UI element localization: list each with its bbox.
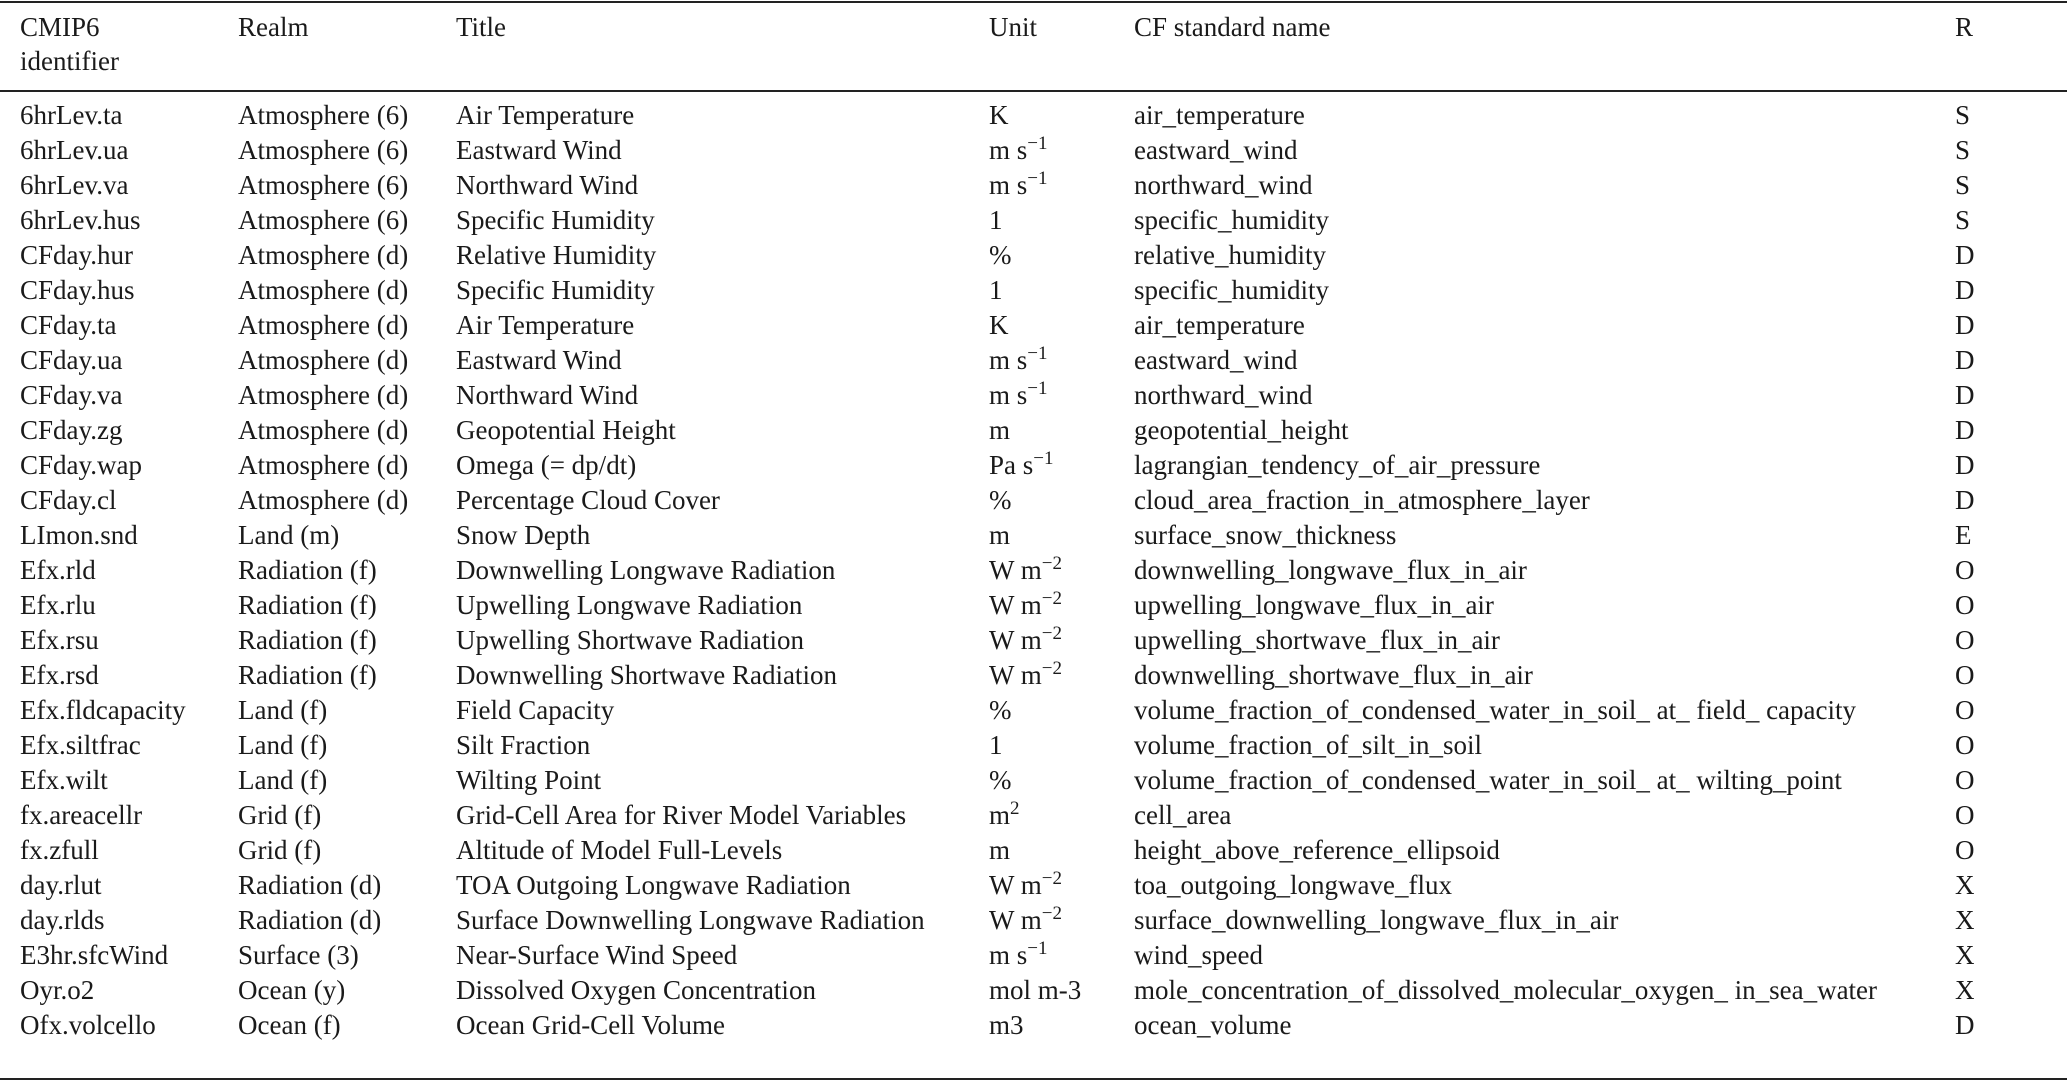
cell-title: Eastward Wind (456, 135, 622, 165)
cell-cf-standard-name: specific_humidity (1134, 205, 1329, 235)
cell-realm: Land (f) (238, 765, 328, 795)
header-r: R (1955, 12, 1974, 42)
cell-title: Wilting Point (456, 765, 602, 795)
header-unit: Unit (989, 12, 1038, 42)
cell-title: Downwelling Shortwave Radiation (456, 660, 837, 690)
cell-identifier: 6hrLev.hus (20, 205, 141, 235)
cell-unit (989, 273, 1134, 308)
cell-identifier: CFday.ta (20, 310, 117, 340)
cell-r: O (1955, 730, 1975, 760)
cell-r: D (1955, 450, 1975, 480)
cell-realm: Radiation (f) (238, 625, 377, 655)
table-row (0, 938, 2067, 973)
cell-r: O (1955, 835, 1975, 865)
cell-title: Field Capacity (456, 695, 615, 725)
table-row (0, 973, 2067, 1008)
table-row (0, 378, 2067, 413)
cell-r: X (1955, 975, 1975, 1005)
cell-identifier: fx.areacellr (20, 800, 143, 830)
cell-identifier: Efx.rlu (20, 590, 96, 620)
unit-exponent: −1 (1027, 938, 1048, 959)
cell-cf-standard-name: relative_humidity (1134, 240, 1326, 270)
unit-base: m s (989, 170, 1028, 200)
cell-title: Altitude of Model Full-Levels (456, 835, 783, 865)
cell-cf-standard-name: eastward_wind (1134, 135, 1298, 165)
unit-base: W m (989, 905, 1042, 935)
cell-title: Relative Humidity (456, 240, 657, 270)
cell-realm: Atmosphere (6) (238, 205, 409, 235)
cell-title: Downwelling Longwave Radiation (456, 555, 836, 585)
cell-cf-standard-name: toa_outgoing_longwave_flux (1134, 870, 1452, 900)
cell-r: E (1955, 520, 1972, 550)
cell-unit (989, 448, 1134, 483)
unit-base: W m (989, 625, 1042, 655)
cell-unit (989, 518, 1134, 553)
unit-base: 1 (989, 205, 1003, 235)
cell-identifier: CFday.ua (20, 345, 123, 375)
unit-base: m s (989, 380, 1028, 410)
cell-title: Northward Wind (456, 170, 639, 200)
unit-exponent: −1 (1027, 168, 1048, 189)
cell-r: O (1955, 695, 1975, 725)
cell-unit (989, 203, 1134, 238)
unit-exponent: −2 (1041, 903, 1062, 924)
cell-cf-standard-name: air_temperature (1134, 310, 1305, 340)
cell-cf-standard-name: upwelling_shortwave_flux_in_air (1134, 625, 1500, 655)
table-row (0, 273, 2067, 308)
cell-title: Air Temperature (456, 310, 635, 340)
cell-unit (989, 483, 1134, 518)
unit-base: m3 (989, 1010, 1024, 1040)
cell-title: Silt Fraction (456, 730, 591, 760)
cell-r: O (1955, 555, 1975, 585)
cell-cf-standard-name: height_above_reference_ellipsoid (1134, 835, 1500, 865)
unit-base: m s (989, 940, 1028, 970)
cell-r: O (1955, 800, 1975, 830)
cell-realm: Atmosphere (d) (238, 380, 409, 410)
table-row (0, 448, 2067, 483)
unit-base: m (989, 800, 1011, 830)
cell-title: Specific Humidity (456, 205, 655, 235)
cell-r: D (1955, 415, 1975, 445)
unit-exponent: −2 (1041, 868, 1062, 889)
cell-cf-standard-name: eastward_wind (1134, 345, 1298, 375)
table-row (0, 833, 2067, 868)
unit-base: mol m-3 (989, 975, 1082, 1005)
unit-base: 1 (989, 730, 1003, 760)
cell-cf-standard-name: volume_fraction_of_condensed_water_in_soil_ at_ wilting_point (1134, 765, 1842, 795)
cell-cf-standard-name: volume_fraction_of_silt_in_soil (1134, 730, 1482, 760)
table-row (0, 728, 2067, 763)
cell-title: Dissolved Oxygen Concentration (456, 975, 816, 1005)
cell-r: S (1955, 135, 1971, 165)
header-identifier-line1: CMIP6 (20, 12, 100, 42)
cell-identifier: E3hr.sfcWind (20, 940, 169, 970)
header-cf-standard-name: CF standard name (1134, 12, 1331, 42)
table-row (0, 168, 2067, 203)
cell-r: S (1955, 170, 1971, 200)
cell-realm: Atmosphere (d) (238, 450, 409, 480)
unit-base: m s (989, 135, 1028, 165)
cell-unit (989, 308, 1134, 343)
table-row (0, 868, 2067, 903)
unit-exponent: −1 (1027, 343, 1048, 364)
table-row (0, 588, 2067, 623)
cell-realm: Ocean (f) (238, 1010, 341, 1040)
unit-base: 1 (989, 275, 1003, 305)
cell-cf-standard-name: wind_speed (1134, 940, 1263, 970)
cell-r: O (1955, 625, 1975, 655)
cell-identifier: Efx.siltfrac (20, 730, 141, 760)
cell-cf-standard-name: surface_downwelling_longwave_flux_in_air (1134, 905, 1619, 935)
unit-base: K (989, 100, 1009, 130)
cell-title: Ocean Grid-Cell Volume (456, 1010, 725, 1040)
unit-base: W m (989, 660, 1042, 690)
unit-exponent: −1 (1027, 378, 1048, 399)
cell-title: Snow Depth (456, 520, 591, 550)
cell-title: TOA Outgoing Longwave Radiation (456, 870, 851, 900)
cell-realm: Radiation (d) (238, 870, 382, 900)
cell-realm: Atmosphere (d) (238, 415, 409, 445)
table-row (0, 1008, 2067, 1043)
cell-unit (989, 623, 1134, 658)
cell-cf-standard-name: downwelling_longwave_flux_in_air (1134, 555, 1527, 585)
cell-realm: Land (m) (238, 520, 340, 550)
cell-realm: Land (f) (238, 695, 328, 725)
unit-base: W m (989, 870, 1042, 900)
unit-exponent: −1 (1027, 133, 1048, 154)
cell-realm: Atmosphere (d) (238, 310, 409, 340)
unit-base: m s (989, 345, 1028, 375)
cell-unit (989, 343, 1134, 378)
cell-realm: Atmosphere (d) (238, 240, 409, 270)
cell-realm: Grid (f) (238, 835, 322, 865)
unit-base: K (989, 310, 1009, 340)
cell-identifier: Oyr.o2 (20, 975, 95, 1005)
cell-title: Geopotential Height (456, 415, 676, 445)
cell-cf-standard-name: air_temperature (1134, 100, 1305, 130)
cell-identifier: LImon.snd (20, 520, 138, 550)
cell-realm: Atmosphere (6) (238, 100, 409, 130)
unit-base: W m (989, 555, 1042, 585)
cell-cf-standard-name: downwelling_shortwave_flux_in_air (1134, 660, 1533, 690)
table-row (0, 133, 2067, 168)
cell-unit (989, 903, 1134, 938)
cell-unit (989, 133, 1134, 168)
cell-identifier: day.rlut (20, 870, 102, 900)
cell-cf-standard-name: mole_concentration_of_dissolved_molecular_oxygen_ in_sea_water (1134, 975, 1878, 1005)
cell-cf-standard-name: geopotential_height (1134, 415, 1349, 445)
cell-identifier: 6hrLev.ta (20, 100, 123, 130)
cell-identifier: Efx.rsd (20, 660, 99, 690)
cell-cf-standard-name: northward_wind (1134, 170, 1313, 200)
table-row (0, 238, 2067, 273)
cell-realm: Atmosphere (6) (238, 135, 409, 165)
cell-unit (989, 413, 1134, 448)
cell-r: O (1955, 765, 1975, 795)
table-row (0, 693, 2067, 728)
cell-identifier: day.rlds (20, 905, 105, 935)
cell-unit (989, 553, 1134, 588)
cell-unit (989, 98, 1134, 133)
cell-cf-standard-name: cell_area (1134, 800, 1232, 830)
cell-identifier: CFday.zg (20, 415, 123, 445)
table-row (0, 98, 2067, 133)
cell-unit (989, 973, 1134, 1008)
cell-title: Upwelling Shortwave Radiation (456, 625, 804, 655)
table-body (0, 98, 2067, 1043)
table-row (0, 798, 2067, 833)
cell-r: D (1955, 240, 1975, 270)
cell-unit (989, 168, 1134, 203)
unit-base: Pa s (989, 450, 1034, 480)
cell-realm: Ocean (y) (238, 975, 346, 1005)
header-separator-rule (0, 90, 2067, 92)
cell-unit (989, 588, 1134, 623)
cell-r: D (1955, 380, 1975, 410)
cell-realm: Atmosphere (d) (238, 485, 409, 515)
header-realm: Realm (238, 12, 309, 42)
table-top-rule (0, 1, 2067, 3)
cell-unit (989, 378, 1134, 413)
cell-title: Air Temperature (456, 100, 635, 130)
cell-r: X (1955, 940, 1975, 970)
cell-title: Upwelling Longwave Radiation (456, 590, 803, 620)
cell-unit (989, 833, 1134, 868)
unit-exponent: −2 (1041, 623, 1062, 644)
cell-cf-standard-name: ocean_volume (1134, 1010, 1292, 1040)
cell-identifier: Efx.rld (20, 555, 96, 585)
unit-base: m (989, 415, 1011, 445)
cell-r: X (1955, 870, 1975, 900)
unit-base: m (989, 835, 1011, 865)
unit-base: m (989, 520, 1011, 550)
cell-r: O (1955, 590, 1975, 620)
cell-r: D (1955, 345, 1975, 375)
unit-base: % (989, 765, 1012, 795)
cell-cf-standard-name: specific_humidity (1134, 275, 1329, 305)
cell-r: X (1955, 905, 1975, 935)
cell-identifier: Efx.rsu (20, 625, 99, 655)
cell-title: Surface Downwelling Longwave Radiation (456, 905, 925, 935)
cell-title: Percentage Cloud Cover (456, 485, 720, 515)
cell-title: Specific Humidity (456, 275, 655, 305)
unit-exponent: −2 (1041, 588, 1062, 609)
cell-title: Near-Surface Wind Speed (456, 940, 738, 970)
cell-r: S (1955, 205, 1971, 235)
table-row (0, 623, 2067, 658)
cell-unit (989, 693, 1134, 728)
cell-unit (989, 938, 1134, 973)
cell-identifier: Ofx.volcello (20, 1010, 156, 1040)
cell-cf-standard-name: lagrangian_tendency_of_air_pressure (1134, 450, 1541, 480)
cell-unit (989, 1008, 1134, 1043)
cell-title: Grid-Cell Area for River Model Variables (456, 800, 907, 830)
cell-r: D (1955, 275, 1975, 305)
cell-unit (989, 868, 1134, 903)
unit-exponent: −2 (1041, 553, 1062, 574)
cell-title: Northward Wind (456, 380, 639, 410)
unit-base: % (989, 485, 1012, 515)
table-row (0, 903, 2067, 938)
cell-r: D (1955, 485, 1975, 515)
cell-unit (989, 658, 1134, 693)
cell-identifier: Efx.wilt (20, 765, 108, 795)
cell-realm: Radiation (f) (238, 555, 377, 585)
cell-r: D (1955, 310, 1975, 340)
header-title: Title (456, 12, 507, 42)
table-row (0, 343, 2067, 378)
table-bottom-rule (0, 1078, 2067, 1080)
cell-title: Omega (= dp/dt) (456, 450, 637, 480)
cell-cf-standard-name: northward_wind (1134, 380, 1313, 410)
cell-cf-standard-name: surface_snow_thickness (1134, 520, 1397, 550)
cell-identifier: 6hrLev.ua (20, 135, 129, 165)
table-row (0, 763, 2067, 798)
unit-exponent: −1 (1033, 448, 1054, 469)
table-row (0, 413, 2067, 448)
cell-identifier: fx.zfull (20, 835, 99, 865)
cell-realm: Grid (f) (238, 800, 322, 830)
cell-realm: Atmosphere (d) (238, 275, 409, 305)
cell-realm: Surface (3) (238, 940, 359, 970)
cell-cf-standard-name: upwelling_longwave_flux_in_air (1134, 590, 1494, 620)
table-row (0, 308, 2067, 343)
cell-realm: Land (f) (238, 730, 328, 760)
cell-identifier: CFday.va (20, 380, 123, 410)
cell-realm: Radiation (f) (238, 660, 377, 690)
table-row (0, 658, 2067, 693)
header-identifier-line2: identifier (20, 46, 119, 76)
unit-base: % (989, 240, 1012, 270)
table-row (0, 483, 2067, 518)
cell-identifier: CFday.hus (20, 275, 135, 305)
variables-table (0, 98, 2067, 1043)
cell-identifier: 6hrLev.va (20, 170, 129, 200)
header-identifier (20, 10, 119, 78)
cell-unit (989, 798, 1134, 833)
cell-identifier: CFday.wap (20, 450, 142, 480)
cell-cf-standard-name: cloud_area_fraction_in_atmosphere_layer (1134, 485, 1590, 515)
unit-exponent: 2 (1010, 798, 1020, 819)
unit-base: % (989, 695, 1012, 725)
table-row (0, 203, 2067, 238)
cell-unit (989, 728, 1134, 763)
unit-exponent: −2 (1041, 658, 1062, 679)
cell-identifier: Efx.fldcapacity (20, 695, 186, 725)
cell-identifier: CFday.hur (20, 240, 133, 270)
cell-r: D (1955, 1010, 1975, 1040)
cell-realm: Radiation (d) (238, 905, 382, 935)
cell-realm: Atmosphere (6) (238, 170, 409, 200)
cell-identifier: CFday.cl (20, 485, 117, 515)
cell-unit (989, 238, 1134, 273)
cell-realm: Atmosphere (d) (238, 345, 409, 375)
table-row (0, 518, 2067, 553)
cell-cf-standard-name: volume_fraction_of_condensed_water_in_soil_ at_ field_ capacity (1134, 695, 1857, 725)
cell-title: Eastward Wind (456, 345, 622, 375)
cell-r: O (1955, 660, 1975, 690)
cell-r: S (1955, 100, 1971, 130)
table-row (0, 553, 2067, 588)
cell-unit (989, 763, 1134, 798)
cell-realm: Radiation (f) (238, 590, 377, 620)
unit-base: W m (989, 590, 1042, 620)
